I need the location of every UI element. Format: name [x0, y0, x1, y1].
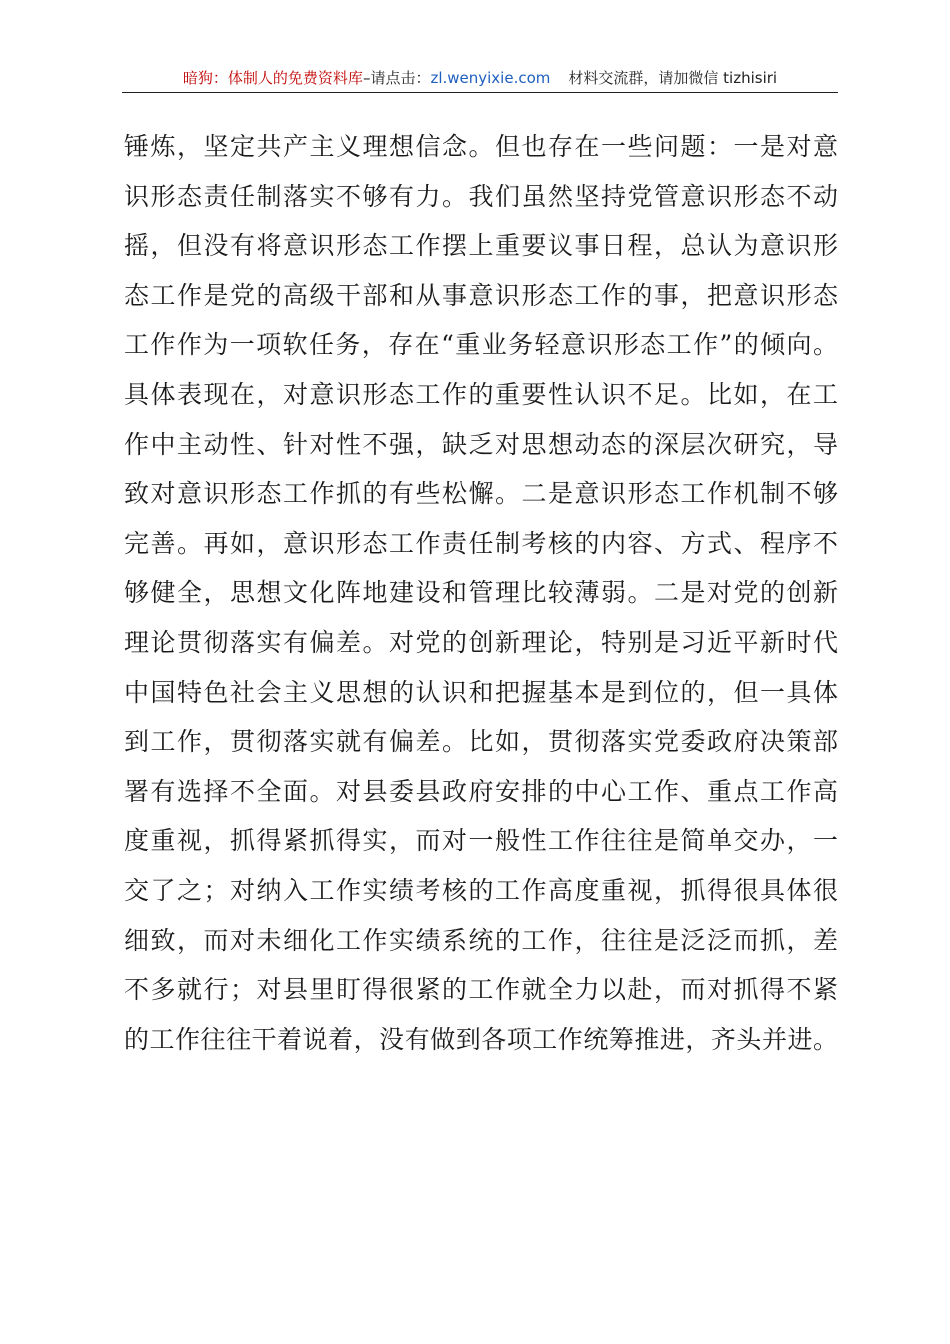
text-line: 不多就行；对县里盯得很紧的工作就全力以赴，而对抓得不紧	[124, 975, 838, 1005]
text-line: 理论贯彻落实有偏差。对党的创新理论，特别是习近平新时代	[124, 627, 838, 657]
text-line: 识形态责任制落实不够有力。我们虽然坚持党管意识形态不动	[124, 181, 838, 211]
text-line: 交了之；对纳入工作实绩考核的工作高度重视，抓得很具体很	[124, 875, 838, 905]
header-brand: 暗狗：体制人的免费资料库	[182, 69, 363, 87]
header-link[interactable]: zl.wenyixie.com	[430, 69, 551, 87]
text-line: 细致，而对未细化工作实绩系统的工作，往往是泛泛而抓，差	[124, 925, 838, 955]
header-prompt: –请点击：	[362, 69, 431, 87]
text-line: 作中主动性、针对性不强，缺乏对思想动态的深层次研究，导	[124, 429, 838, 459]
text-line: 度重视，抓得紧抓得实，而对一般性工作往往是简单交办，一	[124, 826, 838, 856]
header-contact: 材料交流群，请加微信 tizhisiri	[568, 69, 778, 87]
text-line: 工作作为一项软任务，存在“重业务轻意识形态工作”的倾向。	[124, 330, 838, 360]
text-line: 具体表现在，对意识形态工作的重要性认识不足。比如，在工	[124, 379, 838, 409]
text-line: 态工作是党的高级干部和从事意识形态工作的事，把意识形态	[124, 280, 838, 310]
page-header	[122, 68, 838, 93]
document-body	[124, 122, 838, 1064]
text-line: 到工作，贯彻落实就有偏差。比如，贯彻落实党委政府决策部	[124, 727, 838, 757]
text-line: 中国特色社会主义思想的认识和把握基本是到位的，但一具体	[124, 677, 838, 707]
text-line: 的工作往往干着说着，没有做到各项工作统筹推进，齐头并进。	[124, 1024, 838, 1054]
text-line: 完善。再如，意识形态工作责任制考核的内容、方式、程序不	[124, 528, 838, 558]
text-line: 署有选择不全面。对县委县政府安排的中心工作、重点工作高	[124, 776, 838, 806]
text-line: 够健全，思想文化阵地建设和管理比较薄弱。二是对党的创新	[124, 578, 838, 608]
text-line: 锤炼，坚定共产主义理想信念。但也存在一些问题：一是对意	[124, 132, 838, 161]
text-line: 致对意识形态工作抓的有些松懈。二是意识形态工作机制不够	[124, 479, 838, 509]
text-line: 摇，但没有将意识形态工作摆上重要议事日程，总认为意识形	[124, 231, 838, 261]
